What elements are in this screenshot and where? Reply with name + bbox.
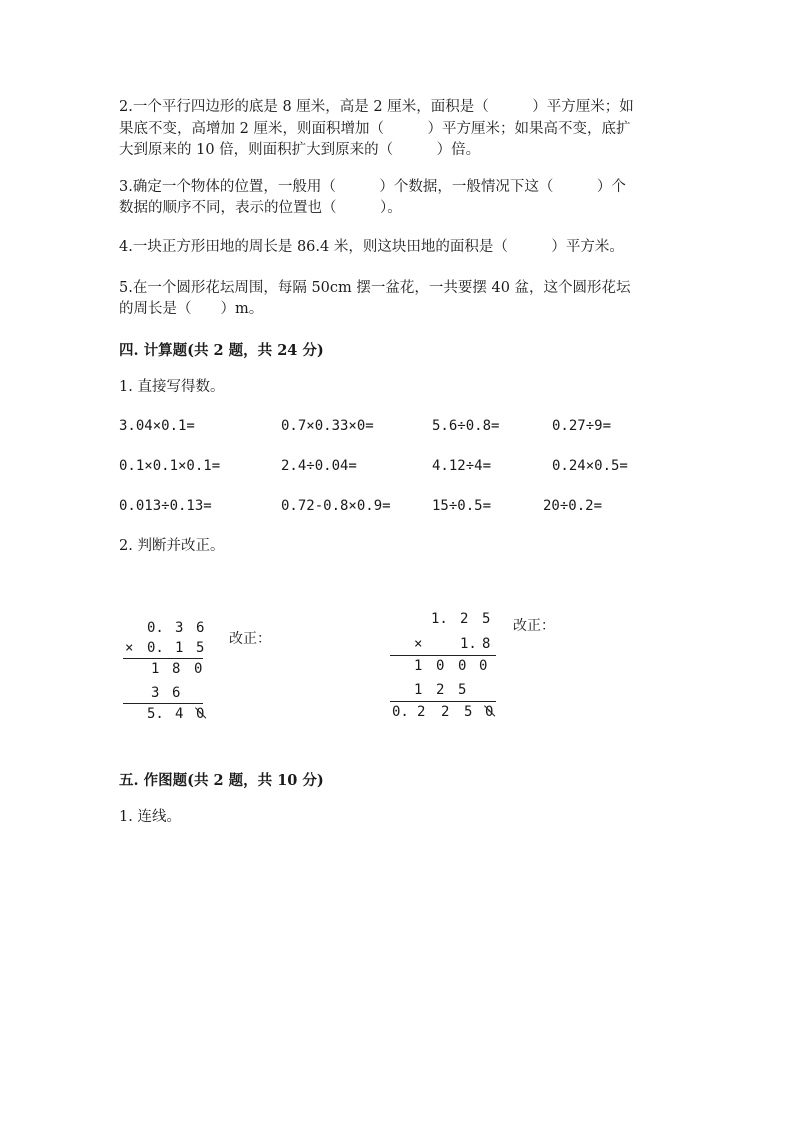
q5-line-2: 的周长是（ ）m。 <box>119 301 264 317</box>
q3-line-2: 数据的顺序不同，表示的位置也（ ）。 <box>119 200 402 216</box>
digit: 2 <box>441 704 450 720</box>
calc-item: 5.6÷0.8= <box>432 418 500 434</box>
digit: 5 <box>464 704 473 720</box>
calc-item: 3.04×0.1= <box>119 418 195 434</box>
digit: 1 <box>414 658 423 674</box>
section-5-sub1: 1. 连线。 <box>119 809 181 825</box>
correction-label-right: 改正： <box>513 618 555 634</box>
calc-item: 4.12÷4= <box>432 458 492 474</box>
calc-item: 20÷0.2= <box>543 498 603 514</box>
section-4-sub2: 2. 判断并改正。 <box>119 538 225 554</box>
digit: 6 <box>196 620 205 636</box>
digit: 0 <box>436 658 445 674</box>
digit: 3 <box>151 685 160 701</box>
digit: 0. <box>147 620 164 636</box>
digit: 5 <box>482 611 491 627</box>
q4-line-1: 4.一块正方形田地的周长是 86.4 米，则这块田地的面积是（ ）平方米。 <box>119 239 624 255</box>
digit: 0 <box>458 658 467 674</box>
digit: 3 <box>175 620 184 636</box>
digit: 1 <box>414 682 423 698</box>
correction-label-left: 改正： <box>229 631 271 647</box>
calc-item: 0.24×0.5= <box>552 458 628 474</box>
digit: 1. <box>431 611 448 627</box>
digit: 0 <box>194 661 203 677</box>
q2-line-2: 果底不变，高增加 2 厘米，则面积增加（ ）平方厘米；如果高不变，底扩 <box>119 121 631 137</box>
digit: 2 <box>460 611 469 627</box>
q5-line-1: 5.在一个圆形花坛周围，每隔 50cm 摆一盆花，一共要摆 40 盆，这个圆形花坛 <box>119 280 631 296</box>
digit: 4 <box>175 706 184 722</box>
divider-line <box>123 703 203 704</box>
section-5-title: 五. 作图题(共 2 题，共 10 分) <box>119 772 324 789</box>
calc-item: 15÷0.5= <box>432 498 492 514</box>
digit: 0. <box>392 704 409 720</box>
divider-line <box>390 655 496 656</box>
calc-item: 0.7×0.33×0= <box>281 418 374 434</box>
digit: 0 <box>485 704 494 720</box>
multiply-sign: × <box>125 640 134 656</box>
section-4-title: 四. 计算题(共 2 题，共 24 分) <box>119 342 324 359</box>
digit: 2 <box>436 682 445 698</box>
q3-line-1: 3.确定一个物体的位置，一般用（ ）个数据，一般情况下这（ ）个 <box>119 179 626 195</box>
digit: 5. <box>147 706 164 722</box>
multiply-sign: × <box>414 636 423 652</box>
divider-line <box>123 658 203 659</box>
digit: 5 <box>458 682 467 698</box>
digit: 1 <box>151 661 160 677</box>
digit: 5 <box>196 640 205 656</box>
calc-item: 0.72-0.8×0.9= <box>281 498 391 514</box>
digit: 2 <box>417 704 426 720</box>
q2-line-1: 2.一个平行四边形的底是 8 厘米，高是 2 厘米，面积是（ ）平方厘米；如 <box>119 99 634 115</box>
calc-item: 0.27÷9= <box>552 418 612 434</box>
calc-item: 0.1×0.1×0.1= <box>119 458 221 474</box>
section-4-sub1: 1. 直接写得数。 <box>119 379 225 395</box>
digit: 0 <box>479 658 488 674</box>
divider-line <box>390 701 496 702</box>
q2-line-3: 大到原来的 10 倍，则面积扩大到原来的（ ）倍。 <box>119 142 481 158</box>
digit: 8 <box>172 661 181 677</box>
digit: 1 <box>175 640 184 656</box>
digit: 0. <box>147 640 164 656</box>
digit: 0 <box>196 706 205 722</box>
digit: 1. <box>460 636 477 652</box>
digit: 6 <box>172 685 181 701</box>
calc-item: 0.013÷0.13= <box>119 498 212 514</box>
digit: 8 <box>482 636 491 652</box>
calc-item: 2.4÷0.04= <box>281 458 357 474</box>
